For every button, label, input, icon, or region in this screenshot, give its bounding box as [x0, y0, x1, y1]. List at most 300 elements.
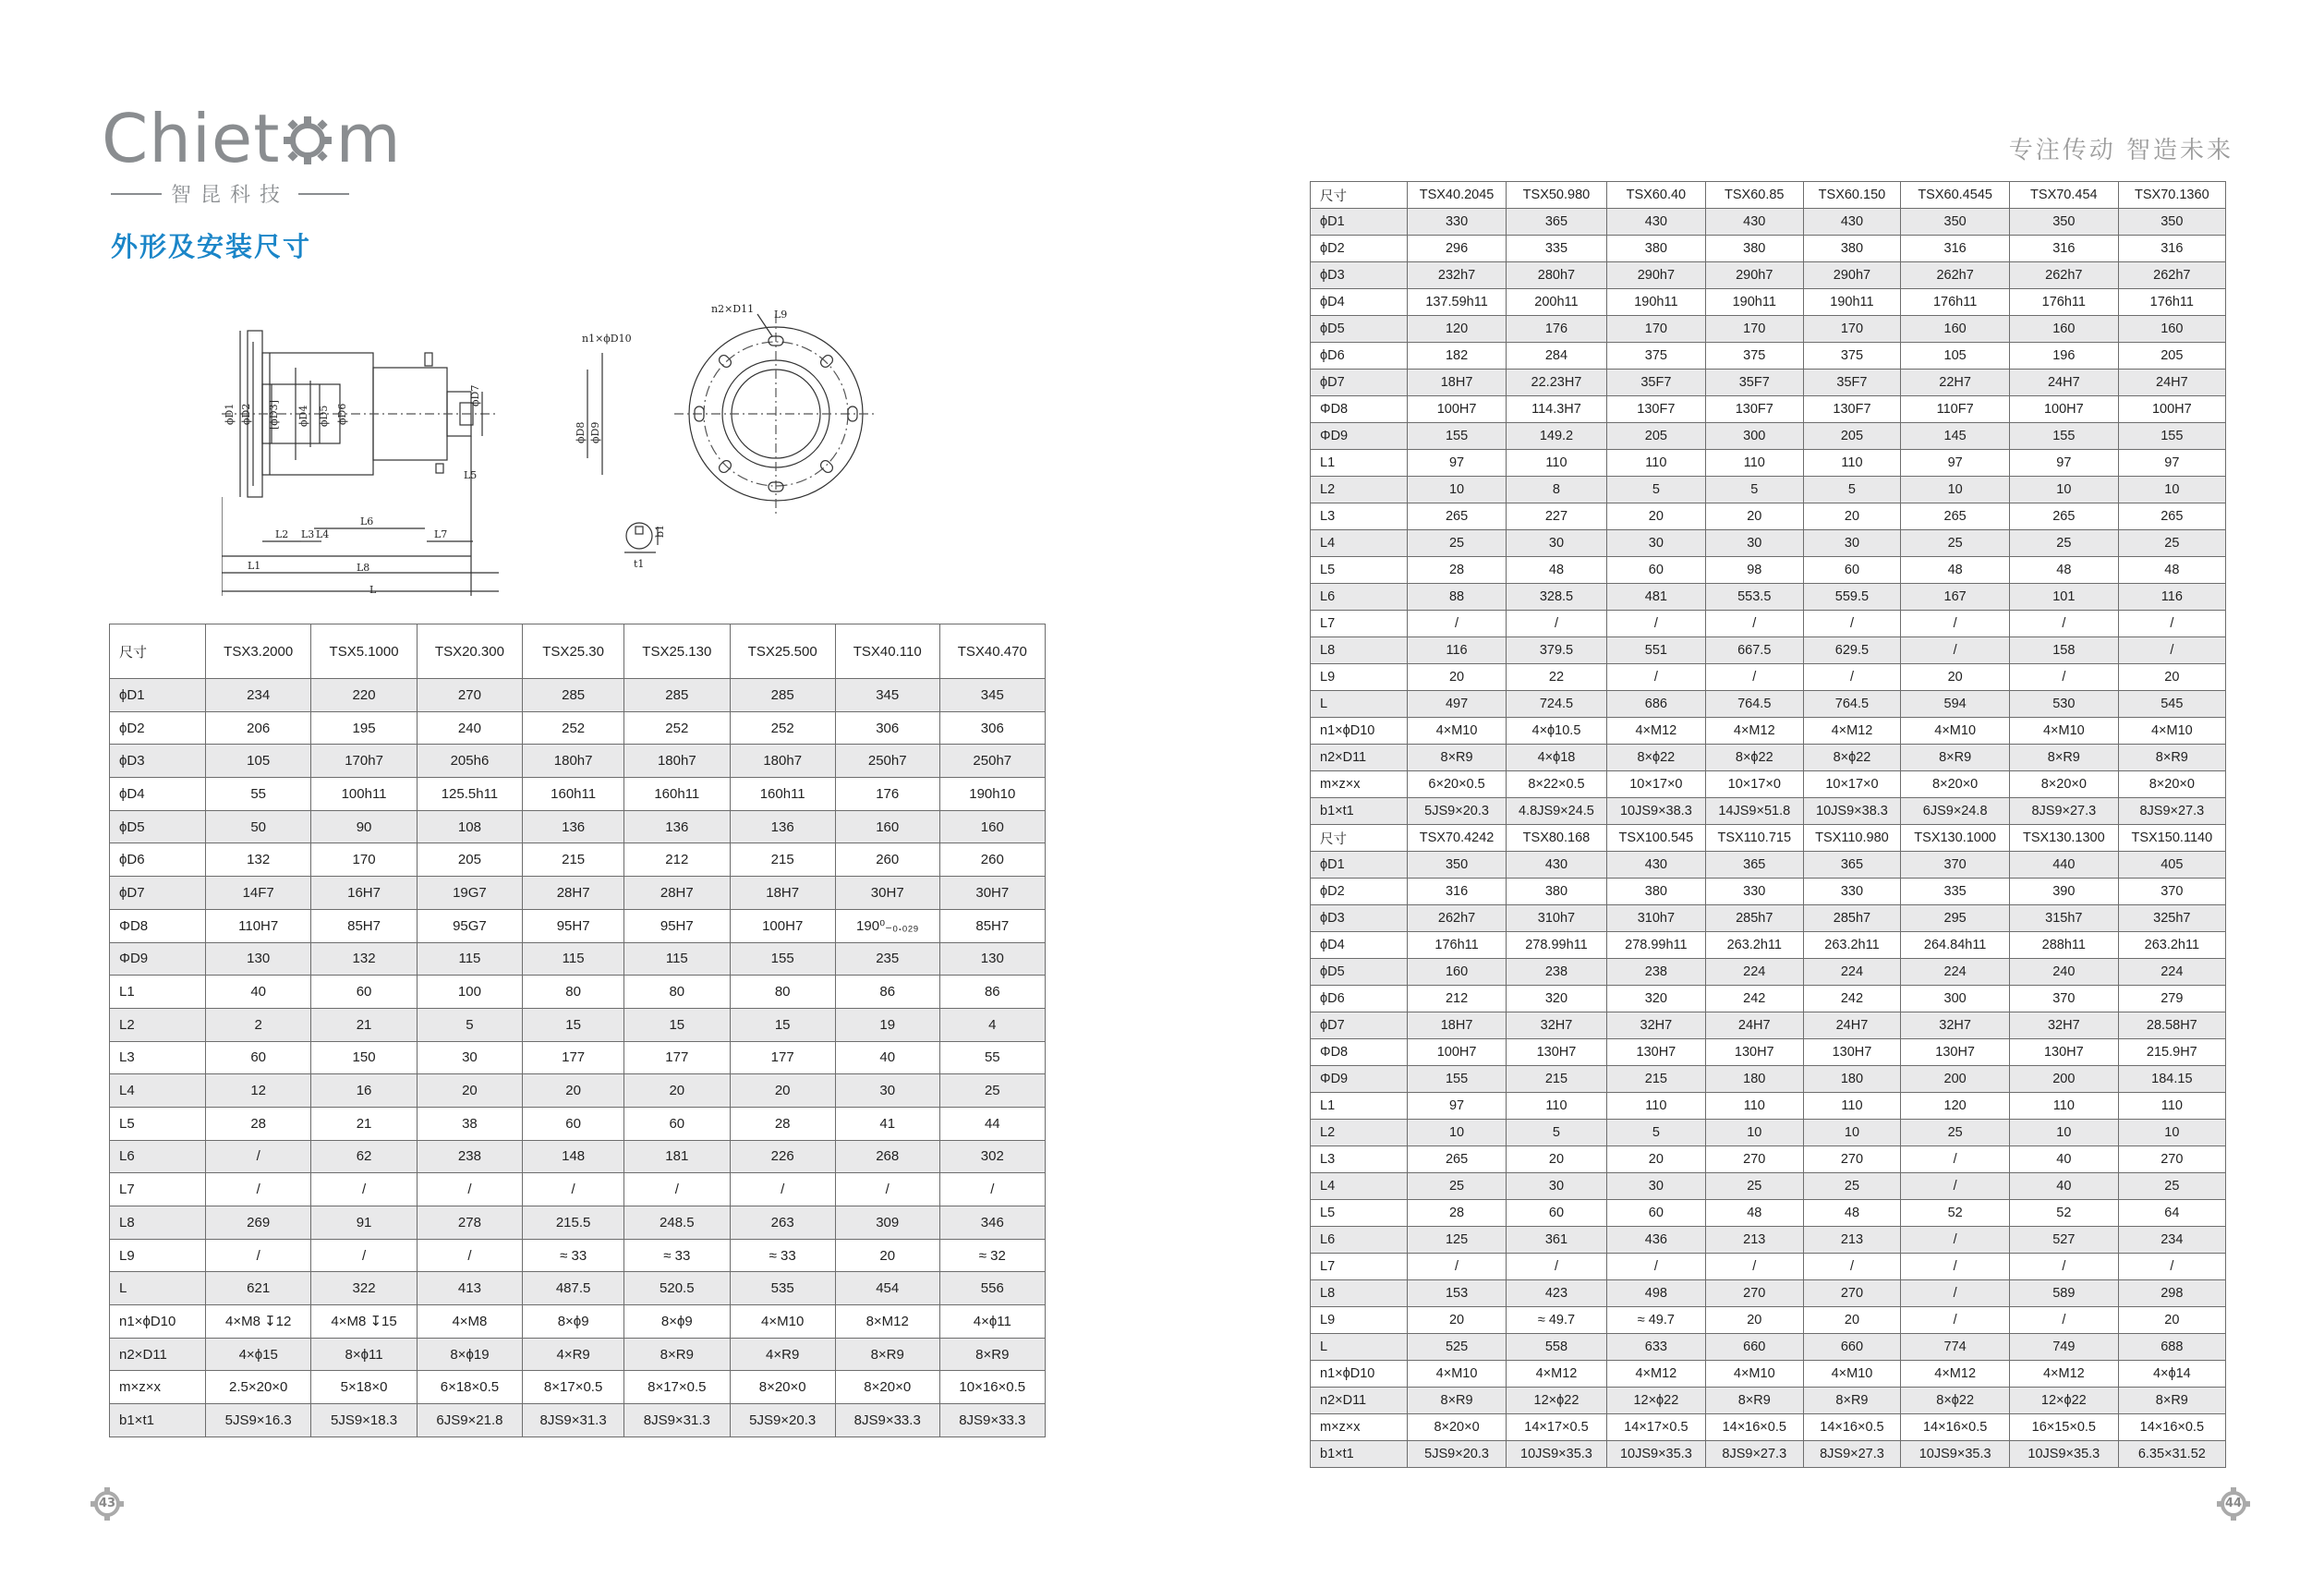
label-l5: L5	[464, 469, 478, 481]
row-label-cell: m×z×x	[110, 1371, 206, 1404]
table-cell: 5JS9×20.3	[730, 1404, 835, 1437]
table-cell: /	[206, 1173, 311, 1206]
table-cell: 177	[730, 1041, 835, 1074]
table-cell: /	[1803, 611, 1901, 637]
table-cell: 350	[2118, 209, 2225, 236]
table-row	[1311, 637, 2226, 664]
header-label-cell: 尺寸	[110, 624, 206, 679]
table-cell: 20	[1803, 1307, 1901, 1334]
table-cell: 14×16×0.5	[1705, 1414, 1803, 1441]
table-cell: 285	[624, 679, 730, 712]
table-cell: 25	[939, 1074, 1045, 1108]
row-label-cell: ϕD5	[110, 810, 206, 843]
table-cell: 370	[2118, 879, 2225, 905]
table-cell: 5JS9×16.3	[206, 1404, 311, 1437]
table-cell: 325h7	[2118, 905, 2225, 932]
table-cell: 224	[1705, 959, 1803, 986]
table-cell: /	[1803, 664, 1901, 691]
table-cell: 224	[1901, 959, 2010, 986]
table-row	[1311, 262, 2226, 289]
table-cell: 315h7	[2009, 905, 2118, 932]
table-cell: 4×M12	[1507, 1361, 1607, 1388]
table-cell: 110H7	[206, 909, 311, 942]
table-row	[1311, 1012, 2226, 1039]
table-cell: 497	[1408, 691, 1507, 718]
table-cell: 149.2	[1507, 423, 1607, 450]
table-row	[110, 745, 1046, 778]
table-cell: 60	[1507, 1200, 1607, 1227]
table-cell: 4×M12	[2009, 1361, 2118, 1388]
table-cell: 35F7	[1705, 370, 1803, 396]
table-cell: 4×M10	[1408, 1361, 1507, 1388]
table-cell: 8×M12	[835, 1305, 939, 1339]
table-cell: 30	[417, 1041, 522, 1074]
table-cell: 40	[206, 976, 311, 1009]
table-cell: ≈ 49.7	[1507, 1307, 1607, 1334]
table-row	[110, 1404, 1046, 1437]
table-cell: 110	[1507, 1093, 1607, 1120]
table-cell: 155	[1408, 423, 1507, 450]
table-cell: 4×M8	[417, 1305, 522, 1339]
table-cell: 290h7	[1705, 262, 1803, 289]
table-cell: 167	[1901, 584, 2010, 611]
row-label-cell: ϕD6	[1311, 343, 1408, 370]
table-cell: 18H7	[1408, 370, 1507, 396]
table-cell: 589	[2009, 1280, 2118, 1307]
table-cell: 10JS9×35.3	[1901, 1441, 2010, 1468]
row-label-cell: ϕD1	[1311, 852, 1408, 879]
table-cell: 60	[1803, 557, 1901, 584]
row-label-cell: ϕD2	[1311, 236, 1408, 262]
right-table-b-header-row	[1311, 825, 2226, 852]
table-cell: 190h11	[1705, 289, 1803, 316]
table-cell: /	[1606, 664, 1705, 691]
table-cell: 110	[1606, 1093, 1705, 1120]
table-cell: 8×R9	[1408, 745, 1507, 771]
row-label-cell: ϕD6	[110, 843, 206, 877]
row-label-cell: L	[1311, 691, 1408, 718]
table-row	[1311, 691, 2226, 718]
row-label-cell: L3	[1311, 503, 1408, 530]
table-cell: 205h6	[417, 745, 522, 778]
table-cell: 28H7	[523, 877, 624, 910]
table-cell: 4×ϕ11	[939, 1305, 1045, 1339]
table-cell: /	[1606, 1254, 1705, 1280]
table-cell: 380	[1803, 236, 1901, 262]
table-cell: 10×17×0	[1606, 771, 1705, 798]
table-row	[1311, 1146, 2226, 1173]
label-l8: L8	[357, 562, 370, 574]
table-cell: 176h11	[1901, 289, 2010, 316]
header-model-cell: TSX110.715	[1705, 825, 1803, 852]
table-row	[110, 1272, 1046, 1305]
table-cell: 5JS9×20.3	[1408, 1441, 1507, 1468]
row-label-cell: L6	[110, 1140, 206, 1173]
header-model-cell: TSX70.4242	[1408, 825, 1507, 852]
table-cell: 130H7	[1705, 1039, 1803, 1066]
table-row	[1311, 1093, 2226, 1120]
table-cell: 20	[1705, 503, 1803, 530]
table-cell: 8	[1507, 477, 1607, 503]
table-cell: 8×R9	[2118, 1388, 2225, 1414]
table-cell: 8×ϕ19	[417, 1338, 522, 1371]
table-cell: 8×20×0	[2118, 771, 2225, 798]
row-label-cell: L9	[110, 1239, 206, 1272]
table-cell: 98	[1705, 557, 1803, 584]
table-cell: 8×20×0	[1901, 771, 2010, 798]
table-cell: 90	[311, 810, 417, 843]
row-label-cell: L4	[1311, 1173, 1408, 1200]
table-cell: 265	[1408, 503, 1507, 530]
table-cell: 774	[1901, 1334, 2010, 1361]
row-label-cell: ϕD2	[1311, 879, 1408, 905]
table-cell: 316	[2118, 236, 2225, 262]
table-cell: 4	[939, 1008, 1045, 1041]
table-cell: 85H7	[311, 909, 417, 942]
header-model-cell: TSX20.300	[417, 624, 522, 679]
table-cell: 330	[1705, 879, 1803, 905]
table-cell: 35F7	[1803, 370, 1901, 396]
table-cell: 30	[835, 1074, 939, 1108]
table-cell: 4×M10	[1901, 718, 2010, 745]
row-label-cell: n1×ϕD10	[110, 1305, 206, 1339]
table-cell: 125.5h11	[417, 778, 522, 811]
row-label-cell: n1×ϕD10	[1311, 1361, 1408, 1388]
table-cell: 10	[1901, 477, 2010, 503]
table-cell: 10	[1408, 1120, 1507, 1146]
label-l4: L4	[316, 528, 330, 540]
table-cell: 176h11	[2009, 289, 2118, 316]
table-cell: 688	[2118, 1334, 2225, 1361]
table-cell: 8JS9×27.3	[1803, 1441, 1901, 1468]
table-cell: ≈ 33	[624, 1239, 730, 1272]
table-cell: /	[1705, 1254, 1803, 1280]
table-cell: 116	[1408, 637, 1507, 664]
table-cell: 8×R9	[1705, 1388, 1803, 1414]
table-cell: 200	[1901, 1066, 2010, 1093]
table-cell: 8×ϕ22	[1901, 1388, 2010, 1414]
table-cell: 380	[1705, 236, 1803, 262]
gear-icon	[282, 113, 333, 164]
table-row	[1311, 557, 2226, 584]
table-cell: /	[1901, 1254, 2010, 1280]
table-cell: 227	[1507, 503, 1607, 530]
table-cell: 316	[1901, 236, 2010, 262]
label-d2: ϕD2	[240, 403, 252, 425]
header-model-cell: TSX70.454	[2009, 182, 2118, 209]
table-cell: 132	[206, 843, 311, 877]
table-cell: 20	[2118, 664, 2225, 691]
table-row	[110, 1371, 1046, 1404]
table-cell: 22H7	[1901, 370, 2010, 396]
table-row	[1311, 343, 2226, 370]
table-cell: 19G7	[417, 877, 522, 910]
table-cell: 265	[1408, 1146, 1507, 1173]
label-d3: [ϕD3]	[268, 400, 280, 430]
header-model-cell: TSX40.110	[835, 624, 939, 679]
table-row	[110, 1074, 1046, 1108]
table-cell: /	[523, 1173, 624, 1206]
table-cell: 764.5	[1705, 691, 1803, 718]
table-cell: 80	[730, 976, 835, 1009]
table-row	[1311, 236, 2226, 262]
table-cell: 158	[2009, 637, 2118, 664]
table-cell: 215.9H7	[2118, 1039, 2225, 1066]
table-cell: 110F7	[1901, 396, 2010, 423]
table-cell: /	[2118, 611, 2225, 637]
label-l7: L7	[434, 528, 448, 540]
table-cell: /	[1901, 1227, 2010, 1254]
table-cell: 114.3H7	[1507, 396, 1607, 423]
row-label-cell: ϕD7	[1311, 370, 1408, 396]
header-model-cell: TSX130.1300	[2009, 825, 2118, 852]
row-label-cell: ΦD9	[110, 942, 206, 976]
table-cell: 290h7	[1803, 262, 1901, 289]
table-cell: 270	[1705, 1280, 1803, 1307]
table-cell: 180h7	[730, 745, 835, 778]
table-cell: 25	[2118, 530, 2225, 557]
table-cell: 48	[1507, 557, 1607, 584]
table-cell: 25	[1408, 530, 1507, 557]
header-model-cell: TSX25.130	[624, 624, 730, 679]
table-cell: 667.5	[1705, 637, 1803, 664]
table-cell: /	[2009, 664, 2118, 691]
table-cell: 30	[1705, 530, 1803, 557]
table-cell: 8×20×0	[730, 1371, 835, 1404]
table-cell: /	[730, 1173, 835, 1206]
table-cell: 100H7	[2118, 396, 2225, 423]
table-cell: 8×R9	[624, 1338, 730, 1371]
table-cell: 290h7	[1606, 262, 1705, 289]
table-cell: 100h11	[311, 778, 417, 811]
header-model-cell: TSX50.980	[1507, 182, 1607, 209]
row-label-cell: L2	[1311, 477, 1408, 503]
header-model-cell: TSX130.1000	[1901, 825, 2010, 852]
table-cell: 176	[1507, 316, 1607, 343]
table-cell: 60	[523, 1107, 624, 1140]
logo-wordmark	[102, 100, 402, 177]
table-row	[1311, 396, 2226, 423]
row-label-cell: ϕD5	[1311, 316, 1408, 343]
table-cell: 413	[417, 1272, 522, 1305]
header-model-cell: TSX110.980	[1803, 825, 1901, 852]
table-row	[110, 909, 1046, 942]
header-model-cell: TSX25.30	[523, 624, 624, 679]
table-cell: 200	[2009, 1066, 2118, 1093]
table-cell: 110	[1507, 450, 1607, 477]
table-cell: 12×ϕ22	[1507, 1388, 1607, 1414]
table-cell: 80	[624, 976, 730, 1009]
table-cell: 60	[1606, 557, 1705, 584]
label-l9: L9	[774, 309, 788, 321]
table-cell: 365	[1803, 852, 1901, 879]
row-label-cell: L5	[110, 1107, 206, 1140]
table-cell: 130H7	[2009, 1039, 2118, 1066]
table-cell: 8×ϕ22	[1803, 745, 1901, 771]
table-row	[1311, 1200, 2226, 1227]
row-label-cell: L2	[1311, 1120, 1408, 1146]
table-cell: 176h11	[1408, 932, 1507, 959]
table-cell: 170	[1705, 316, 1803, 343]
row-label-cell: L3	[1311, 1146, 1408, 1173]
table-cell: 4×R9	[730, 1338, 835, 1371]
table-cell: 110	[2118, 1093, 2225, 1120]
table-cell: 21	[311, 1107, 417, 1140]
label-d6: ϕD6	[336, 403, 348, 425]
table-cell: 380	[1507, 879, 1607, 905]
header-model-cell: TSX60.85	[1705, 182, 1803, 209]
table-cell: 8JS9×27.3	[2118, 798, 2225, 825]
table-cell: 148	[523, 1140, 624, 1173]
table-cell: 136	[624, 810, 730, 843]
table-row	[1311, 879, 2226, 905]
table-cell: 262h7	[2118, 262, 2225, 289]
table-cell: 130H7	[1901, 1039, 2010, 1066]
table-cell: 40	[2009, 1173, 2118, 1200]
table-row	[1311, 1361, 2226, 1388]
row-label-cell: ϕD3	[1311, 905, 1408, 932]
header-model-cell: TSX3.2000	[206, 624, 311, 679]
table-cell: 8×22×0.5	[1507, 771, 1607, 798]
table-cell: 215.5	[523, 1206, 624, 1240]
table-cell: 60	[1606, 1200, 1705, 1227]
table-cell: 235	[835, 942, 939, 976]
table-cell: 184.15	[2118, 1066, 2225, 1093]
table-cell: 80	[523, 976, 624, 1009]
table-cell: 5×18×0	[311, 1371, 417, 1404]
table-cell: 95H7	[523, 909, 624, 942]
table-cell: 100H7	[2009, 396, 2118, 423]
table-cell: 32H7	[2009, 1012, 2118, 1039]
table-cell: 8×ϕ22	[1705, 745, 1803, 771]
table-cell: 15	[523, 1008, 624, 1041]
table-cell: 520.5	[624, 1272, 730, 1305]
table-row	[110, 711, 1046, 745]
table-cell: 279	[2118, 986, 2225, 1012]
table-cell: 28H7	[624, 877, 730, 910]
table-cell: 530	[2009, 691, 2118, 718]
table-cell: 125	[1408, 1227, 1507, 1254]
header-model-cell: TSX100.545	[1606, 825, 1705, 852]
table-cell: /	[1803, 1254, 1901, 1280]
table-cell: 95G7	[417, 909, 522, 942]
table-cell: 170	[311, 843, 417, 877]
table-cell: 130F7	[1606, 396, 1705, 423]
row-label-cell: L4	[1311, 530, 1408, 557]
table-cell: 14F7	[206, 877, 311, 910]
table-cell: 22	[1507, 664, 1607, 691]
table-cell: 155	[2009, 423, 2118, 450]
row-label-cell: ϕD7	[1311, 1012, 1408, 1039]
row-label-cell: L9	[1311, 664, 1408, 691]
table-cell: 6×20×0.5	[1408, 771, 1507, 798]
table-cell: 110	[2009, 1093, 2118, 1120]
table-cell: 35F7	[1606, 370, 1705, 396]
right-spec-table	[1310, 181, 2226, 1468]
table-cell: 322	[311, 1272, 417, 1305]
table-cell: 52	[2009, 1200, 2118, 1227]
table-cell: 110	[1705, 450, 1803, 477]
table-cell: 160	[1408, 959, 1507, 986]
table-cell: 5	[1705, 477, 1803, 503]
header-label-cell: 尺寸	[1311, 825, 1408, 852]
table-cell: 309	[835, 1206, 939, 1240]
table-cell: 190h10	[939, 778, 1045, 811]
table-cell: 260	[939, 843, 1045, 877]
table-cell: 132	[311, 942, 417, 976]
table-cell: 8×R9	[1901, 745, 2010, 771]
table-cell: 14×17×0.5	[1606, 1414, 1705, 1441]
table-cell: 265	[2118, 503, 2225, 530]
table-cell: 328.5	[1507, 584, 1607, 611]
table-row	[1311, 959, 2226, 986]
row-label-cell: ϕD6	[1311, 986, 1408, 1012]
table-cell: 212	[624, 843, 730, 877]
table-row	[1311, 771, 2226, 798]
table-cell: 44	[939, 1107, 1045, 1140]
row-label-cell: L1	[1311, 450, 1408, 477]
table-cell: 8JS9×27.3	[2009, 798, 2118, 825]
table-cell: 97	[1408, 450, 1507, 477]
table-cell: 594	[1901, 691, 2010, 718]
table-cell: /	[311, 1173, 417, 1206]
table-cell: 155	[2118, 423, 2225, 450]
table-cell: 177	[523, 1041, 624, 1074]
table-cell: 30H7	[835, 877, 939, 910]
table-cell: 4×M10	[2118, 718, 2225, 745]
label-l6: L6	[360, 515, 374, 527]
page-number-right-text: 44	[2224, 1497, 2243, 1510]
table-cell: 41	[835, 1107, 939, 1140]
table-cell: 21	[311, 1008, 417, 1041]
table-row	[1311, 1414, 2226, 1441]
table-cell: 20	[1705, 1307, 1803, 1334]
table-cell: 160	[1901, 316, 2010, 343]
table-cell: 278.99h11	[1507, 932, 1607, 959]
table-cell: 97	[2118, 450, 2225, 477]
table-cell: 176	[835, 778, 939, 811]
table-cell: 350	[1901, 209, 2010, 236]
table-cell: 365	[1507, 209, 1607, 236]
table-cell: 320	[1606, 986, 1705, 1012]
table-cell: 181	[624, 1140, 730, 1173]
row-label-cell: L9	[1311, 1307, 1408, 1334]
table-row	[110, 778, 1046, 811]
table-cell: 335	[1507, 236, 1607, 262]
label-b1: b1	[654, 524, 666, 538]
table-cell: 205	[1606, 423, 1705, 450]
table-cell: 18H7	[730, 877, 835, 910]
table-cell: /	[1507, 1254, 1607, 1280]
table-row	[110, 810, 1046, 843]
table-cell: 248.5	[624, 1206, 730, 1240]
table-cell: 130H7	[1803, 1039, 1901, 1066]
table-row	[1311, 1066, 2226, 1093]
table-row	[1311, 584, 2226, 611]
row-label-cell: ΦD9	[1311, 423, 1408, 450]
table-cell: 97	[1408, 1093, 1507, 1120]
table-cell: 10JS9×38.3	[1803, 798, 1901, 825]
table-cell: 196	[2009, 343, 2118, 370]
table-cell: 30H7	[939, 877, 1045, 910]
row-label-cell: b1×t1	[1311, 1441, 1408, 1468]
table-cell: 8JS9×27.3	[1705, 1441, 1803, 1468]
table-cell: 310h7	[1606, 905, 1705, 932]
table-row	[1311, 289, 2226, 316]
table-row	[110, 942, 1046, 976]
table-cell: 220	[311, 679, 417, 712]
table-cell: 234	[2118, 1227, 2225, 1254]
